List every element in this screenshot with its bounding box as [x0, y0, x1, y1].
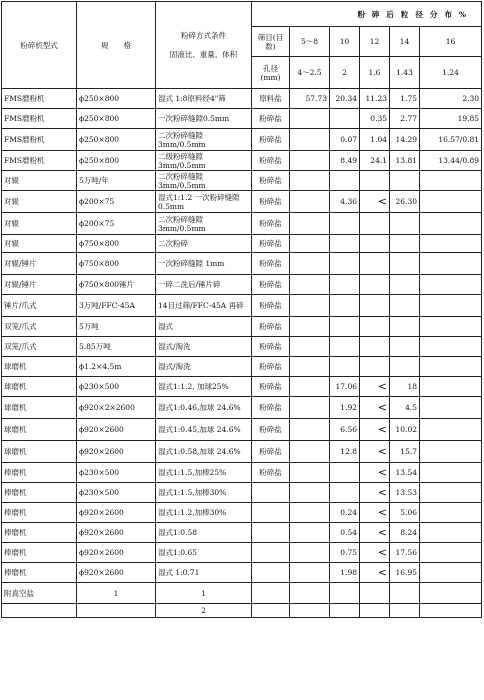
- crushing-data-table: [1, 1, 482, 618]
- row-method: 湿式1:0.58: [156, 523, 252, 543]
- row-machine: 球磨机: [2, 441, 77, 463]
- table-row: [2, 253, 482, 275]
- row-spec: ϕ920×2600: [77, 543, 156, 563]
- row-value-16: [420, 441, 482, 463]
- row-value-16: [420, 483, 482, 503]
- row-value-10: 0.07: [330, 129, 360, 151]
- row-method: 湿式1:0.46,加球 24.6%: [156, 397, 252, 419]
- row-material: 粉碎盐: [252, 151, 290, 171]
- table-row: [2, 235, 482, 253]
- row-method: 二次粉碎: [156, 235, 252, 253]
- row-spec: ϕ920×2600: [77, 523, 156, 543]
- row-machine: 双笼/爪式: [2, 337, 77, 357]
- row-value-16: [420, 563, 482, 583]
- row-machine: 对辊: [2, 191, 77, 213]
- table-row: [2, 337, 482, 357]
- row-machine: 球磨机: [2, 377, 77, 397]
- table-row: [2, 563, 482, 583]
- header-aperture-label: 孔径(mm): [252, 57, 290, 89]
- row-value-16: [420, 337, 482, 357]
- table-row: [2, 109, 482, 129]
- row-method: 湿式1:1.5,加棒30%: [156, 483, 252, 503]
- header-method-sub: 固液比、重量、体积: [169, 50, 238, 59]
- row-spec: ϕ920×2600: [77, 419, 156, 441]
- row-value-14: [390, 337, 420, 357]
- row-machine: FMS磨粉机: [2, 109, 77, 129]
- row-material: 粉碎盐: [252, 109, 290, 129]
- row-value-10: 1.98: [330, 563, 360, 583]
- row-method: 二次粉碎缝隙 3mm/0.5mm: [156, 171, 252, 191]
- table-row: [2, 441, 482, 463]
- row-value-16: [420, 503, 482, 523]
- row-value-5to8: [290, 213, 330, 235]
- row-value-10: [330, 253, 360, 275]
- row-value-12: <: [360, 463, 390, 483]
- row-material: [252, 543, 290, 563]
- row-material: 粉碎盐: [252, 129, 290, 151]
- row-spec: ϕ920×2600: [77, 563, 156, 583]
- row-material: 粉碎盐: [252, 191, 290, 213]
- header-aperture-3: 1.6: [360, 57, 390, 89]
- row-material: 粉碎盐: [252, 295, 290, 317]
- row-machine: FMS磨粉机: [2, 129, 77, 151]
- row-method: 二级粉碎缝隙 3mm/0.5mm: [156, 151, 252, 171]
- row-value-12: <: [360, 503, 390, 523]
- row-machine: FMS磨粉机: [2, 151, 77, 171]
- table-row: [2, 523, 482, 543]
- row-value-14: 26.30: [390, 191, 420, 213]
- row-machine: 球磨机: [2, 419, 77, 441]
- row-value-14: 13.81: [390, 151, 420, 171]
- row-value-5to8: [290, 235, 330, 253]
- row-value-12: [360, 337, 390, 357]
- table-row: [2, 503, 482, 523]
- row-value-16: [420, 377, 482, 397]
- row-machine: 对辊/锤片: [2, 275, 77, 295]
- footer-empty-1: [252, 583, 290, 604]
- row-value-14: [390, 213, 420, 235]
- row-material: 粉碎盐: [252, 397, 290, 419]
- row-method: 一碎二洗后/锤片碎: [156, 275, 252, 295]
- row-value-14: [390, 275, 420, 295]
- row-value-5to8: [290, 171, 330, 191]
- row-value-5to8: [290, 563, 330, 583]
- row-spec: ϕ920×2600: [77, 441, 156, 463]
- header-mesh-4: 14: [390, 27, 420, 57]
- row-value-12: <: [360, 191, 390, 213]
- row-value-10: [330, 357, 360, 377]
- row-value-14: [390, 235, 420, 253]
- row-material: 粉碎盐: [252, 235, 290, 253]
- row-spec: ϕ230×500: [77, 483, 156, 503]
- row-machine: 对辊: [2, 213, 77, 235]
- table-row: [2, 129, 482, 151]
- row-value-16: [420, 317, 482, 337]
- row-value-16: 16.57/0.81: [420, 129, 482, 151]
- footer-label: 附真空盐: [2, 583, 77, 604]
- row-value-12: [360, 295, 390, 317]
- row-machine: 对辊: [2, 171, 77, 191]
- row-spec: 5万吨: [77, 317, 156, 337]
- row-material: [252, 523, 290, 543]
- row-value-10: [330, 171, 360, 191]
- row-value-12: 11.23: [360, 89, 390, 109]
- row-machine: 双笼/爪式: [2, 317, 77, 337]
- row-machine: 棒磨机: [2, 523, 77, 543]
- page-empty-8: [420, 604, 482, 618]
- row-value-14: 2.77: [390, 109, 420, 129]
- row-value-16: [420, 191, 482, 213]
- row-material: 原料盐: [252, 89, 290, 109]
- header-mesh-1: 5～8: [290, 27, 330, 57]
- row-value-10: [330, 213, 360, 235]
- row-value-5to8: [290, 151, 330, 171]
- row-method: 湿式1:1.2 一次粉碎缝隙0.5mm: [156, 191, 252, 213]
- row-value-5to8: [290, 191, 330, 213]
- row-value-5to8: [290, 397, 330, 419]
- row-value-5to8: [290, 419, 330, 441]
- row-value-14: 16.95: [390, 563, 420, 583]
- row-material: 粉碎盐: [252, 337, 290, 357]
- row-method: 湿式1:1.2,加棒30%: [156, 503, 252, 523]
- row-value-10: 0.24: [330, 503, 360, 523]
- row-material: [252, 503, 290, 523]
- row-value-12: <: [360, 441, 390, 463]
- row-value-10: 8.49: [330, 151, 360, 171]
- row-value-10: 4.36: [330, 191, 360, 213]
- table-row: [2, 463, 482, 483]
- row-value-5to8: [290, 377, 330, 397]
- row-value-12: <: [360, 377, 390, 397]
- row-spec: ϕ250×800: [77, 89, 156, 109]
- row-value-5to8: [290, 129, 330, 151]
- row-spec: ϕ920×2600: [77, 503, 156, 523]
- footer-method: 1: [156, 583, 252, 604]
- row-spec: ϕ750×800: [77, 253, 156, 275]
- row-value-12: <: [360, 523, 390, 543]
- row-material: 粉碎盐: [252, 357, 290, 377]
- row-value-16: [420, 463, 482, 483]
- row-machine: 棒磨机: [2, 503, 77, 523]
- row-value-12: <: [360, 419, 390, 441]
- row-value-10: [330, 483, 360, 503]
- row-machine: 对辊: [2, 235, 77, 253]
- row-machine: 棒磨机: [2, 543, 77, 563]
- header-aperture-2: 2: [330, 57, 360, 89]
- row-method: 14目过筛/FFC-45A 再碎: [156, 295, 252, 317]
- row-value-12: [360, 253, 390, 275]
- header-method: [156, 2, 252, 89]
- row-value-12: [360, 213, 390, 235]
- row-value-5to8: [290, 523, 330, 543]
- row-value-12: <: [360, 563, 390, 583]
- footer-empty-6: [420, 583, 482, 604]
- row-machine: 对辊/锤片: [2, 253, 77, 275]
- row-value-16: [420, 397, 482, 419]
- row-value-5to8: [290, 543, 330, 563]
- header-mesh-5: 16: [420, 27, 482, 57]
- row-value-5to8: 57.73: [290, 89, 330, 109]
- row-value-16: [420, 523, 482, 543]
- row-spec: ϕ750×800: [77, 235, 156, 253]
- row-spec: ϕ200×75: [77, 191, 156, 213]
- row-value-14: 10.02: [390, 419, 420, 441]
- row-value-12: [360, 275, 390, 295]
- row-value-12: <: [360, 483, 390, 503]
- page-empty-5: [330, 604, 360, 618]
- row-value-14: 1.75: [390, 89, 420, 109]
- row-value-10: [330, 295, 360, 317]
- row-value-14: 4.5: [390, 397, 420, 419]
- row-machine: 棒磨机: [2, 483, 77, 503]
- table-row: [2, 377, 482, 397]
- table-row: [2, 151, 482, 171]
- row-value-10: [330, 235, 360, 253]
- row-value-16: [420, 419, 482, 441]
- row-value-5to8: [290, 463, 330, 483]
- row-value-14: 5.06: [390, 503, 420, 523]
- table-row: [2, 171, 482, 191]
- footer-empty-2: [290, 583, 330, 604]
- row-value-16: [420, 295, 482, 317]
- row-value-16: 19.85: [420, 109, 482, 129]
- row-value-16: [420, 253, 482, 275]
- row-value-5to8: [290, 357, 330, 377]
- row-method: 湿式/淘洗: [156, 337, 252, 357]
- row-material: [252, 483, 290, 503]
- row-material: [252, 563, 290, 583]
- row-value-16: [420, 543, 482, 563]
- header-aperture-1: 4～2.5: [290, 57, 330, 89]
- row-material: 粉碎盐: [252, 463, 290, 483]
- row-value-10: [330, 337, 360, 357]
- row-method: 湿式1:0.58,加球 24.6%: [156, 441, 252, 463]
- row-value-10: 20.34: [330, 89, 360, 109]
- row-method: 二次粉碎缝隙 3mm/0.5mm: [156, 129, 252, 151]
- row-method: 湿式/淘洗: [156, 357, 252, 377]
- row-spec: ϕ1.2×4.5m: [77, 357, 156, 377]
- row-value-10: 1.92: [330, 397, 360, 419]
- header-aperture-4: 1.43: [390, 57, 420, 89]
- row-value-12: [360, 171, 390, 191]
- row-method: 湿式 1:8原料经4"筛: [156, 89, 252, 109]
- row-value-14: 17.56: [390, 543, 420, 563]
- row-value-5to8: [290, 483, 330, 503]
- row-value-5to8: [290, 275, 330, 295]
- header-machine-type: 粉碎机型式: [2, 2, 77, 89]
- row-spec: 5.85万吨: [77, 337, 156, 357]
- row-material: 粉碎盐: [252, 377, 290, 397]
- row-material: 粉碎盐: [252, 441, 290, 463]
- row-value-12: [360, 357, 390, 377]
- row-value-14: [390, 295, 420, 317]
- row-method: 湿式1:1.5,加棒25%: [156, 463, 252, 483]
- row-spec: ϕ750×800锤片: [77, 275, 156, 295]
- table-row: [2, 275, 482, 295]
- row-value-14: 15.7: [390, 441, 420, 463]
- row-value-16: [420, 171, 482, 191]
- row-method: 湿式: [156, 317, 252, 337]
- page-empty-2: [77, 604, 156, 618]
- row-material: 粉碎盐: [252, 419, 290, 441]
- row-value-12: [360, 317, 390, 337]
- row-material: 粉碎盐: [252, 213, 290, 235]
- page-number: 2: [156, 604, 252, 618]
- row-spec: ϕ250×800: [77, 151, 156, 171]
- row-value-10: 12.8: [330, 441, 360, 463]
- page-empty-1: [2, 604, 77, 618]
- row-spec: ϕ230×500: [77, 377, 156, 397]
- page-empty-3: [252, 604, 290, 618]
- header-mesh-3: 12: [360, 27, 390, 57]
- row-value-12: 1.04: [360, 129, 390, 151]
- table-row: [2, 191, 482, 213]
- row-spec: 3万吨/FFC-45A: [77, 295, 156, 317]
- row-value-5to8: [290, 317, 330, 337]
- row-method: 湿式 1:0.71: [156, 563, 252, 583]
- row-material: 粉碎盐: [252, 317, 290, 337]
- row-value-16: [420, 275, 482, 295]
- row-value-14: 14.29: [390, 129, 420, 151]
- footer-spec: 1: [77, 583, 156, 604]
- row-spec: ϕ920×2×2600: [77, 397, 156, 419]
- row-spec: ϕ200×75: [77, 213, 156, 235]
- row-value-5to8: [290, 337, 330, 357]
- row-value-10: 17.06: [330, 377, 360, 397]
- row-method: 一次粉碎缝隙 1mm: [156, 253, 252, 275]
- row-value-5to8: [290, 253, 330, 275]
- row-value-14: 13.54: [390, 463, 420, 483]
- row-machine: 球磨机: [2, 357, 77, 377]
- table-row: [2, 357, 482, 377]
- row-material: 粉碎盐: [252, 275, 290, 295]
- row-machine: FMS磨粉机: [2, 89, 77, 109]
- table-row: [2, 483, 482, 503]
- row-value-5to8: [290, 441, 330, 463]
- row-value-16: 13.44/0.89: [420, 151, 482, 171]
- row-value-10: [330, 317, 360, 337]
- table-row: [2, 295, 482, 317]
- header-aperture-5: 1.24: [420, 57, 482, 89]
- footer-empty-5: [390, 583, 420, 604]
- row-value-14: [390, 317, 420, 337]
- row-material: 粉碎盐: [252, 171, 290, 191]
- row-value-14: [390, 171, 420, 191]
- page-empty-6: [360, 604, 390, 618]
- row-value-16: [420, 357, 482, 377]
- row-method: 湿式1:0.45,加球 24.6%: [156, 419, 252, 441]
- row-value-10: [330, 275, 360, 295]
- header-method-title: 粉碎方式条件: [181, 31, 226, 40]
- row-value-12: [360, 235, 390, 253]
- row-spec: ϕ250×800: [77, 129, 156, 151]
- row-value-12: 24.1: [360, 151, 390, 171]
- row-method: 湿式1:0.65: [156, 543, 252, 563]
- row-value-16: [420, 235, 482, 253]
- page-empty-4: [290, 604, 330, 618]
- table-row: [2, 543, 482, 563]
- row-machine: 锤片/爪式: [2, 295, 77, 317]
- row-value-16: [420, 213, 482, 235]
- header-spec: 规 格: [77, 2, 156, 89]
- footer-empty-4: [360, 583, 390, 604]
- row-machine: 球磨机: [2, 397, 77, 419]
- row-method: 二次粉碎缝隙 3mm/0.5mm: [156, 213, 252, 235]
- table-row: [2, 213, 482, 235]
- row-value-10: 0.75: [330, 543, 360, 563]
- row-value-10: 6.56: [330, 419, 360, 441]
- row-value-14: 18: [390, 377, 420, 397]
- header-mesh-label: 筛目(目数): [252, 27, 290, 57]
- row-value-5to8: [290, 295, 330, 317]
- row-value-12: 0.35: [360, 109, 390, 129]
- row-value-12: <: [360, 397, 390, 419]
- row-value-10: 0.54: [330, 523, 360, 543]
- row-spec: ϕ230×500: [77, 463, 156, 483]
- table-row: [2, 419, 482, 441]
- row-spec: ϕ250×800: [77, 109, 156, 129]
- row-value-5to8: [290, 109, 330, 129]
- table-row: [2, 317, 482, 337]
- row-machine: 棒磨机: [2, 563, 77, 583]
- row-value-14: [390, 253, 420, 275]
- row-value-14: 13.53: [390, 483, 420, 503]
- header-distribution: 粉碎后粒径分布%: [252, 2, 482, 27]
- table-row: [2, 397, 482, 419]
- row-value-12: <: [360, 543, 390, 563]
- footer-empty-3: [330, 583, 360, 604]
- header-mesh-2: 10: [330, 27, 360, 57]
- row-value-5to8: [290, 503, 330, 523]
- row-method: 湿式1:1.2, 加球25%: [156, 377, 252, 397]
- page-empty-7: [390, 604, 420, 618]
- row-value-14: 8.24: [390, 523, 420, 543]
- row-value-10: [330, 463, 360, 483]
- table-row: [2, 89, 482, 109]
- row-value-10: [330, 109, 360, 129]
- row-machine: 棒磨机: [2, 463, 77, 483]
- row-value-14: [390, 357, 420, 377]
- row-method: 一次粉碎缝隙0.5mm: [156, 109, 252, 129]
- row-material: 粉碎盐: [252, 253, 290, 275]
- row-value-16: 2.30: [420, 89, 482, 109]
- row-spec: 5万吨/年: [77, 171, 156, 191]
